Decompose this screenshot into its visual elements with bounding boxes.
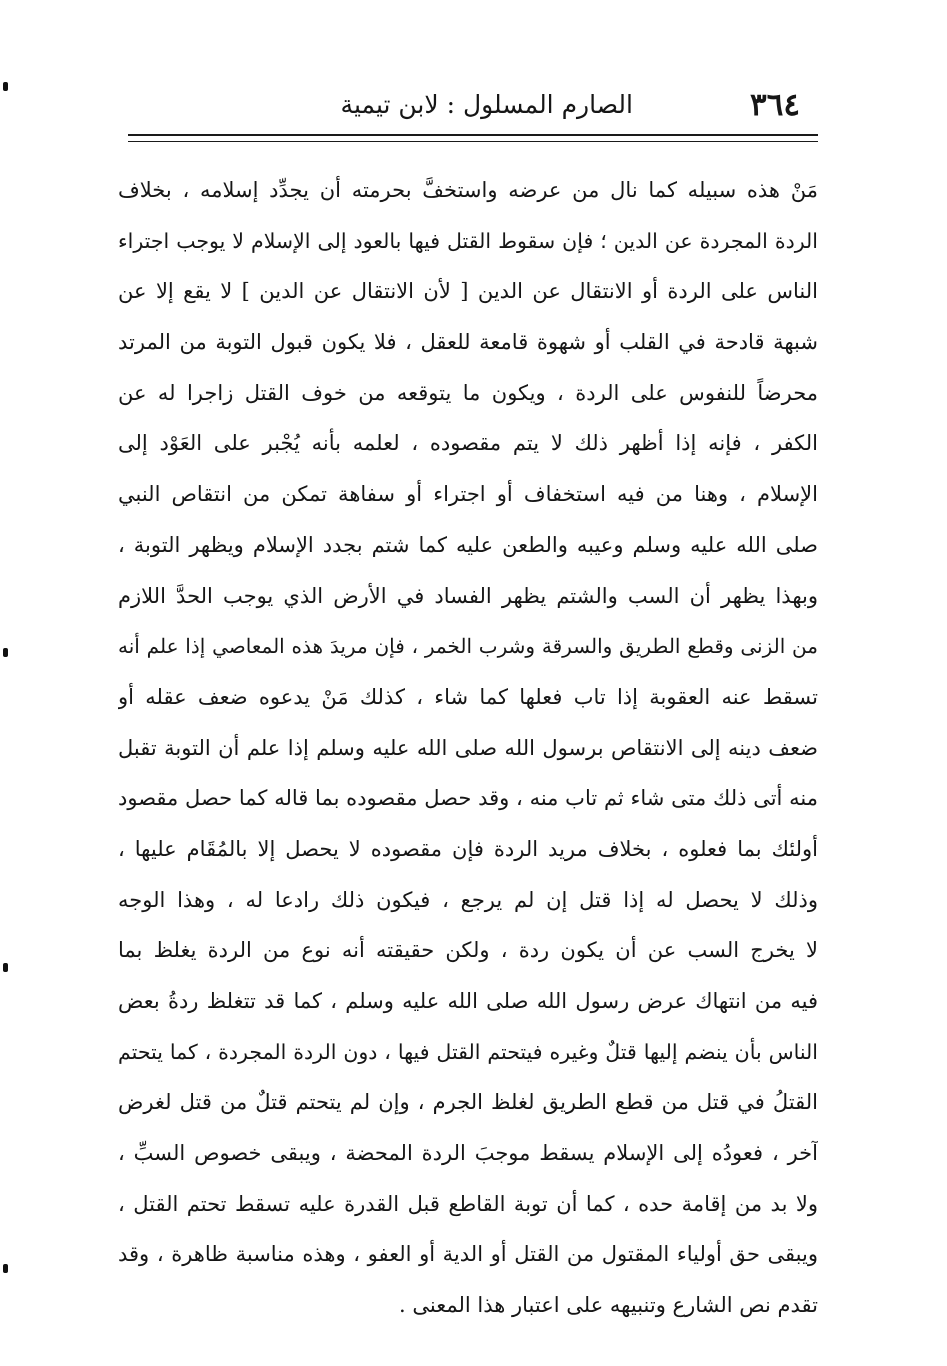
text-line: ضعف دينه إلى الانتقاص برسول الله صلى الله عليه وسلم إذا علم أن التوبة تقبل xyxy=(118,735,818,760)
text-line-last: تقدم نص الشارع وتنبيهه على اعتبار هذا المعنى . xyxy=(399,1293,818,1318)
text-line: منه أتى ذلك متى شاء ثم تاب منه ، وقد حصل مقصوده بما قاله كما حصل مقصود xyxy=(118,786,818,811)
text-line: الكفر ، فإنه إذا أظهر ذلك لا يتم مقصوده ، لعلمه بأنه يُجْبر على العَوْد إلى xyxy=(118,431,818,456)
scan-margin-mark xyxy=(3,648,8,657)
text-line: صلى الله عليه وسلم وعيبه والطعن عليه كما شتم بجدد الإسلام ويظهر التوبة ، xyxy=(118,532,818,557)
page-number: ٣٦٤ xyxy=(750,87,800,123)
text-line: فيه من انتهاك عرض رسول الله صلى الله عليه وسلم ، كما قد تتغلظ ردةُ بعض xyxy=(118,989,818,1013)
text-line: لا يخرج السب عن أن يكون ردة ، ولكن حقيقته أنه نوع من الردة يغلظ بما xyxy=(118,938,818,963)
text-line: مَنْ هذه سبيله كما نال من عرضه واستخفَّ بحرمته أن يجدِّد إسلامه ، بخلاف xyxy=(118,178,818,202)
text-line: القتلُ في قتل من قطع الطريق لغلظ الجرم ، وإن لم يتحتم قتلٌ من قتل لغرض xyxy=(118,1090,818,1115)
text-line: محرضاً للنفوس على الردة ، ويكون ما يتوقعه من خوف القتل زاجرا له عن xyxy=(118,380,818,405)
text-line: وبهذا يظهر أن السب والشتم يظهر الفساد في الأرض الذي يوجب الحدَّ اللازم xyxy=(118,583,818,608)
text-line: أولئك بما فعلوه ، بخلاف مريد الردة فإن مقصوده لا يحصل إلا بالمُقَام عليها ، xyxy=(118,836,818,861)
header-rule-top xyxy=(128,134,818,136)
text-line: ويبقى حق أولياء المقتول من القتل أو الدية أو العفو ، وهذه مناسبة ظاهرة ، وقد xyxy=(118,1242,818,1267)
header-title: الصارم المسلول : لابن تيمية xyxy=(340,90,633,119)
text-line: الناس على الردة أو الانتقال عن الدين [ لأن الانتقال عن الدين ] لا يقع إلا عن xyxy=(118,279,818,304)
scan-margin-mark xyxy=(3,963,8,972)
text-line: الناس بأن ينضم إليها قتلٌ وغيره فيتحتم القتل فيها ، دون الردة المجردة ، كما يتحتم xyxy=(118,1039,818,1064)
text-line: الردة المجردة عن الدين ؛ فإن سقوط القتل فيها بالعود إلى الإسلام لا يوجب اجتراء xyxy=(118,228,818,253)
scan-margin-mark xyxy=(3,1264,8,1273)
text-line: آخر ، فعودُه إلى الإسلام يسقط موجبَ الردة المحضة ، ويبقى خصوص السبِّ ، xyxy=(118,1141,818,1166)
text-line: شبهة قادحة في القلب أو شهوة قامعة للعقل ، فلا يكون قبول التوبة من المرتد xyxy=(118,330,818,355)
text-line: ولا بد من إقامة حده ، كما أن توبة القاطع قبل القدرة عليه تسقط تحتم القتل ، xyxy=(118,1191,818,1216)
text-line: من الزنى وقطع الطريق والسرقة وشرب الخمر ، فإن مريدَ هذه المعاصي إذا علم أنه xyxy=(118,634,818,659)
text-line: الإسلام ، وهنا من فيه استخفاف أو اجتراء أو سفاهة تمكن من انتقاص النبي xyxy=(118,482,818,507)
running-header xyxy=(128,82,818,128)
header-rule-bottom xyxy=(128,141,818,142)
scan-margin-mark xyxy=(3,82,8,91)
text-line: تسقط عنه العقوبة إذا تاب فعلها كما شاء ، كذلك مَنْ يدعوه ضعف عقله أو xyxy=(118,684,818,709)
text-line: وذلك لا يحصل له إذا قتل إن لم يرجع ، فيكون ذلك رادعا له ، وهذا الوجه xyxy=(118,887,818,912)
body-text xyxy=(118,165,818,1331)
